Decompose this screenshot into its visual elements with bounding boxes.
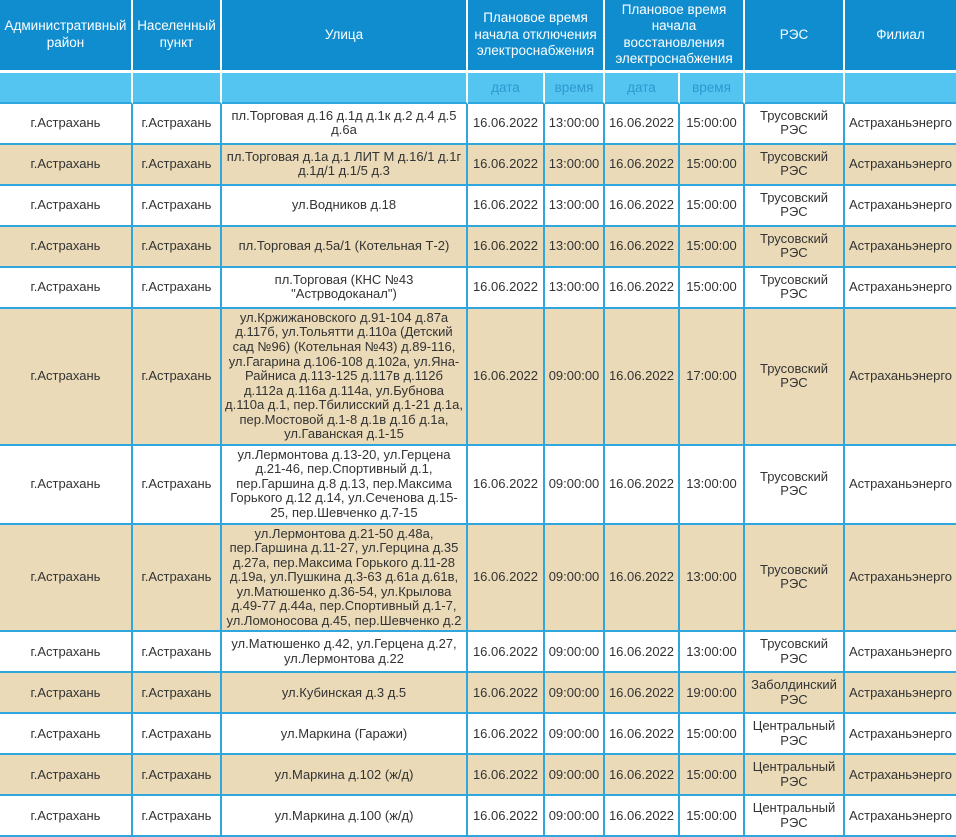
cell-restore-date: 16.06.2022 [605,309,680,446]
subheader-empty-district [0,73,133,104]
cell-settlement: г.Астрахань [133,268,222,309]
cell-street: пл.Торговая д.16 д.1д д.1к д.2 д.4 д.5 д.6а [222,104,468,145]
cell-branch: Астраханьэнерго [845,227,956,268]
subheader-empty-res [745,73,845,104]
cell-restore-time: 13:00:00 [680,446,745,525]
subheader-outage-date: дата [468,73,545,104]
table-row [0,796,956,837]
cell-restore-date: 16.06.2022 [605,268,680,309]
cell-settlement: г.Астрахань [133,227,222,268]
cell-restore-date: 16.06.2022 [605,525,680,633]
cell-branch: Астраханьэнерго [845,755,956,796]
table-row [0,145,956,186]
cell-res: Трусовский РЭС [745,525,845,633]
cell-restore-date: 16.06.2022 [605,446,680,525]
cell-settlement: г.Астрахань [133,186,222,227]
cell-restore-date: 16.06.2022 [605,227,680,268]
cell-res: Центральный РЭС [745,755,845,796]
cell-restore-date: 16.06.2022 [605,714,680,755]
cell-branch: Астраханьэнерго [845,632,956,673]
cell-restore-date: 16.06.2022 [605,755,680,796]
cell-outage-date: 16.06.2022 [468,714,545,755]
cell-res: Трусовский РЭС [745,145,845,186]
cell-restore-time: 15:00:00 [680,796,745,837]
cell-district: г.Астрахань [0,145,133,186]
cell-restore-time: 15:00:00 [680,227,745,268]
table-row [0,755,956,796]
subheader-empty-settlement [133,73,222,104]
column-header-branch: Филиал [845,0,956,73]
cell-res: Трусовский РЭС [745,632,845,673]
cell-district: г.Астрахань [0,186,133,227]
table-row [0,104,956,145]
table-row [0,309,956,446]
column-header-settlement: Населенный пункт [133,0,222,73]
cell-outage-time: 13:00:00 [545,104,605,145]
cell-restore-time: 15:00:00 [680,714,745,755]
table-body [0,104,956,837]
cell-branch: Астраханьэнерго [845,673,956,714]
cell-settlement: г.Астрахань [133,755,222,796]
cell-street: ул.Лермонтова д.13-20, ул.Герцена д.21-46, пер.Спортивный д.1, пер.Гаршина д.8 д.13, пер.Максима Горького д.12 д.14, ул.Сеченова д.15-25, пер.Шевченко д.7-15 [222,446,468,525]
cell-restore-time: 13:00:00 [680,525,745,633]
cell-outage-date: 16.06.2022 [468,632,545,673]
cell-outage-date: 16.06.2022 [468,227,545,268]
table-row [0,227,956,268]
cell-district: г.Астрахань [0,796,133,837]
cell-outage-time: 13:00:00 [545,227,605,268]
cell-res: Трусовский РЭС [745,227,845,268]
table-row [0,525,956,633]
cell-outage-date: 16.06.2022 [468,268,545,309]
cell-res: Центральный РЭС [745,796,845,837]
cell-res: Трусовский РЭС [745,186,845,227]
cell-outage-date: 16.06.2022 [468,145,545,186]
subheader-restore-time: время [680,73,745,104]
cell-street: ул.Водников д.18 [222,186,468,227]
cell-branch: Астраханьэнерго [845,446,956,525]
cell-street: ул.Маркина д.102 (ж/д) [222,755,468,796]
cell-res: Трусовский РЭС [745,104,845,145]
column-header-street: Улица [222,0,468,73]
cell-restore-time: 15:00:00 [680,268,745,309]
cell-district: г.Астрахань [0,632,133,673]
cell-restore-time: 15:00:00 [680,186,745,227]
cell-outage-time: 09:00:00 [545,309,605,446]
cell-res: Центральный РЭС [745,714,845,755]
cell-outage-date: 16.06.2022 [468,525,545,633]
cell-restore-date: 16.06.2022 [605,104,680,145]
cell-branch: Астраханьэнерго [845,525,956,633]
cell-branch: Астраханьэнерго [845,268,956,309]
column-header-district: Административный район [0,0,133,73]
header-row [0,0,956,73]
cell-outage-date: 16.06.2022 [468,104,545,145]
cell-res: Трусовский РЭС [745,446,845,525]
cell-settlement: г.Астрахань [133,104,222,145]
cell-res: Трусовский РЭС [745,309,845,446]
cell-district: г.Астрахань [0,673,133,714]
cell-branch: Астраханьэнерго [845,145,956,186]
cell-branch: Астраханьэнерго [845,714,956,755]
cell-outage-date: 16.06.2022 [468,309,545,446]
cell-outage-time: 09:00:00 [545,525,605,633]
cell-settlement: г.Астрахань [133,714,222,755]
table-row [0,186,956,227]
cell-street: ул.Маркина д.100 (ж/д) [222,796,468,837]
cell-settlement: г.Астрахань [133,145,222,186]
cell-street: пл.Торговая (КНС №43 "Астрводоканал") [222,268,468,309]
table-row [0,632,956,673]
cell-street: пл.Торговая д.1а д.1 ЛИТ М д.16/1 д.1г д.1д/1 д.1/5 д.3 [222,145,468,186]
cell-settlement: г.Астрахань [133,525,222,633]
cell-res: Трусовский РЭС [745,268,845,309]
cell-district: г.Астрахань [0,268,133,309]
cell-outage-time: 09:00:00 [545,714,605,755]
cell-outage-date: 16.06.2022 [468,446,545,525]
table-row [0,268,956,309]
cell-district: г.Астрахань [0,104,133,145]
table-header [0,0,956,104]
cell-district: г.Астрахань [0,714,133,755]
cell-restore-time: 13:00:00 [680,632,745,673]
subheader-empty-street [222,73,468,104]
cell-restore-time: 15:00:00 [680,104,745,145]
cell-settlement: г.Астрахань [133,632,222,673]
cell-restore-date: 16.06.2022 [605,796,680,837]
column-header-res: РЭС [745,0,845,73]
cell-settlement: г.Астрахань [133,796,222,837]
cell-district: г.Астрахань [0,446,133,525]
cell-restore-date: 16.06.2022 [605,673,680,714]
cell-district: г.Астрахань [0,755,133,796]
cell-street: ул.Маркина (Гаражи) [222,714,468,755]
cell-outage-time: 09:00:00 [545,446,605,525]
cell-street: ул.Матюшенко д.42, ул.Герцена д.27, ул.Лермонтова д.22 [222,632,468,673]
cell-district: г.Астрахань [0,525,133,633]
table-row [0,714,956,755]
subheader-row [0,73,956,104]
cell-outage-time: 09:00:00 [545,755,605,796]
subheader-empty-branch [845,73,956,104]
cell-street: ул.Кржижановского д.91-104 д.87а д.117б, ул.Тольятти д.110а (Детский сад №96) (Котельная №43) д.89-116, ул.Гагарина д.106-108 д.102а, ул.Яна-Райниса д.113-125 д.117в д.112б д.112а д.116а д.114а, ул.Бубнова д.110а д.1, пер.Тбилисский д.1-21 д.1а, пер.Мостовой д.1-8 д.1в д.1б д.1а, ул.Гаванская д.1-15 [222,309,468,446]
column-header-restore-group: Плановое время начала восстановления электроснабжения [605,0,745,73]
cell-restore-date: 16.06.2022 [605,186,680,227]
cell-settlement: г.Астрахань [133,673,222,714]
cell-outage-time: 09:00:00 [545,632,605,673]
column-header-outage-group: Плановое время начала отключения электроснабжения [468,0,605,73]
cell-district: г.Астрахань [0,309,133,446]
cell-restore-time: 19:00:00 [680,673,745,714]
cell-outage-time: 13:00:00 [545,145,605,186]
cell-res: Заболдинский РЭС [745,673,845,714]
cell-branch: Астраханьэнерго [845,104,956,145]
cell-outage-time: 13:00:00 [545,186,605,227]
cell-outage-time: 13:00:00 [545,268,605,309]
cell-settlement: г.Астрахань [133,309,222,446]
cell-street: пл.Торговая д.5а/1 (Котельная Т-2) [222,227,468,268]
subheader-outage-time: время [545,73,605,104]
cell-branch: Астраханьэнерго [845,796,956,837]
cell-branch: Астраханьэнерго [845,186,956,227]
cell-restore-date: 16.06.2022 [605,145,680,186]
table-row [0,673,956,714]
cell-restore-time: 15:00:00 [680,755,745,796]
cell-outage-time: 09:00:00 [545,673,605,714]
cell-outage-date: 16.06.2022 [468,673,545,714]
cell-branch: Астраханьэнерго [845,309,956,446]
cell-outage-time: 09:00:00 [545,796,605,837]
table-row [0,446,956,525]
cell-district: г.Астрахань [0,227,133,268]
cell-street: ул.Лермонтова д.21-50 д.48а, пер.Гаршина д.11-27, ул.Герцина д.35 д.27а, пер.Максима Горького д.11-28 д.19а, ул.Пушкина д.3-63 д.61а д.61в, ул.Матюшенко д.36-54, ул.Крылова д.49-77 д.44а, пер.Спортивный д.1-7, ул.Ломоносова д.45, пер.Шевченко д.2 [222,525,468,633]
cell-outage-date: 16.06.2022 [468,796,545,837]
cell-restore-date: 16.06.2022 [605,632,680,673]
cell-outage-date: 16.06.2022 [468,755,545,796]
cell-outage-date: 16.06.2022 [468,186,545,227]
cell-street: ул.Кубинская д.3 д.5 [222,673,468,714]
subheader-restore-date: дата [605,73,680,104]
cell-settlement: г.Астрахань [133,446,222,525]
cell-restore-time: 17:00:00 [680,309,745,446]
cell-restore-time: 15:00:00 [680,145,745,186]
